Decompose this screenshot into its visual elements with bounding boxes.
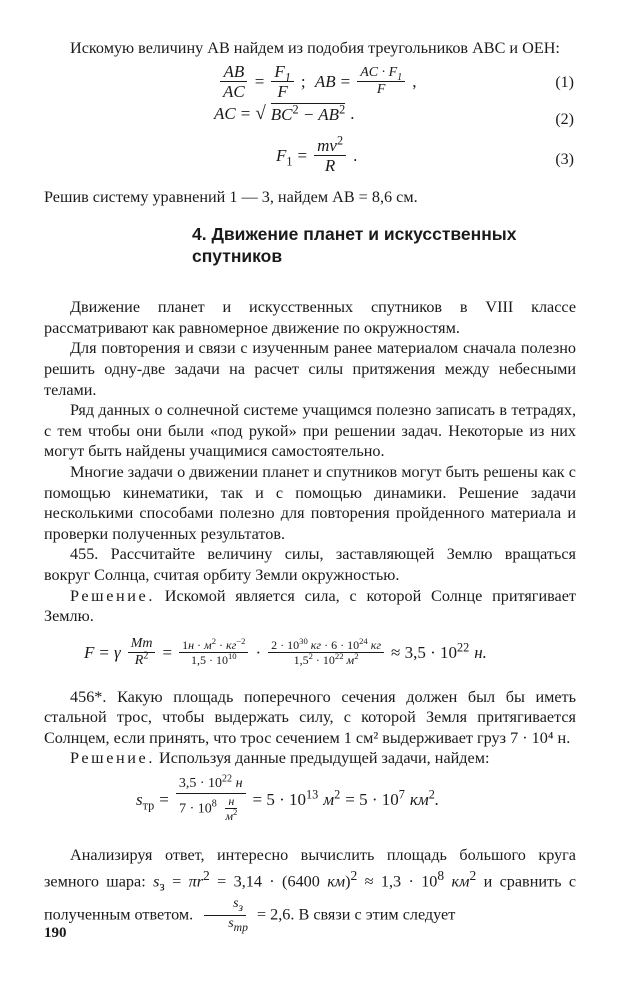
paragraph-similarity: Искомую величину AB найдем из подобия треугольников ABC и OEH: (70, 39, 560, 57)
solution-456 (44, 748, 576, 769)
solution-455 (44, 586, 576, 627)
equation-number: (3) (555, 150, 574, 168)
solution-label: Решение. (70, 749, 155, 768)
equation-number: (2) (555, 110, 574, 128)
paragraph-intro: Движение планет и искусственных спутников в VIII классе рассматривают как равномерное движение по окружностям. (44, 298, 576, 337)
problem-text: Рассчитайте величину силы, заставляющей Землю вращаться вокруг Солнца, считая орбиту Земли окружностью. (44, 545, 577, 584)
paragraph-methods: Многие задачи о движении планет и спутников могут быть решены как с помощью кинематики, так и с помощью динамики. Решение задачи несколькими способами полезно для повторения пройденного материала и проверки полученных результатов. (44, 462, 576, 543)
equation-1: $\frac{AB}{AC}$ = $\frac{F_1}{F}$ ; AB = $\frac{AC \cdot F_1}{F}$ , (1) (44, 63, 576, 103)
solution-label: Решение. (70, 586, 155, 605)
paragraph-result: Решив систему уравнений 1 — 3, найдем AB = 8,6 см. (44, 187, 418, 206)
paragraph-repetition: Для повторения и связи с изученным ранее материалом сначала полезно решить одну-две задачи на расчет силы притяжения между небесными телами. (44, 339, 576, 399)
problem-456 (44, 687, 576, 749)
equation-2: AC = √ $BC^2 - AB^2$ . (2) (214, 101, 574, 128)
paragraph-analysis: Анализируя ответ, интересно вычислить площадь большого круга земного шара: $s_з = \pi r^2 = 3,14 \cdot (6400$ $км)^2 \approx 1,3 \cdot 10^8$ $км^2$ и сравнить с полученным ответом. $\frac{s_з}{s_{тр}}$ = 2,6. В связи с этим следует (44, 846, 577, 934)
solution-text: Используя данные предыдущей задачи, найдем: (159, 749, 490, 768)
problem-455 (44, 544, 576, 585)
equation-force: F = γ $\frac{Mm}{R^2}$ = $\frac{1н \cdot м^2 \cdot кг^{-2}}{1,5 \cdot 10^{10}}$ · $\frac{2 \cdot 10^{30} кг \cdot 6 \cdot 10^{24} кг}{1,5^2 \cdot 10^{22} м^2}$ ≈ $3,5 \cdot 10^{22}$ н. (84, 635, 487, 669)
paragraph-solar-data: Ряд данных о солнечной системе учащимся полезно записать в тетрадях, с тем чтобы они были «под рукой» при решении задач. Некоторые из них могут быть найдены учащимися самостоятельно. (44, 401, 576, 461)
equation-area: $s_{тр}$ = $3,5 \cdot 10^{22}$ н $7 \cdot 10^8$ $\frac{н}{м^2}$ = $5 \cdot 10^{13}$ $м^2$ = $5 \cdot 10^7$ $км^2$. (136, 773, 440, 824)
solution-text: Искомой является сила, с которой Солнце притягивает Землю. (44, 586, 576, 626)
page-number: 190 (44, 925, 67, 941)
problem-number: 455. (70, 545, 99, 564)
page (0, 38, 622, 988)
section-heading: 4. Движение планет и искусственных спутников (192, 224, 517, 267)
equation-number: (1) (555, 73, 574, 91)
problem-number: 456*. (70, 687, 107, 706)
equation-3: $F_1$ = $\frac{mv^2}{R}$ . (3) (276, 132, 574, 176)
problem-text: Какую площадь поперечного сечения должен был бы иметь стальной трос, чтобы выдержать силу, с которой Земля притягивается Солнцем, если принять, что трос сечением 1 см² выдерживает груз 7 · 10⁴ н. (44, 687, 577, 747)
